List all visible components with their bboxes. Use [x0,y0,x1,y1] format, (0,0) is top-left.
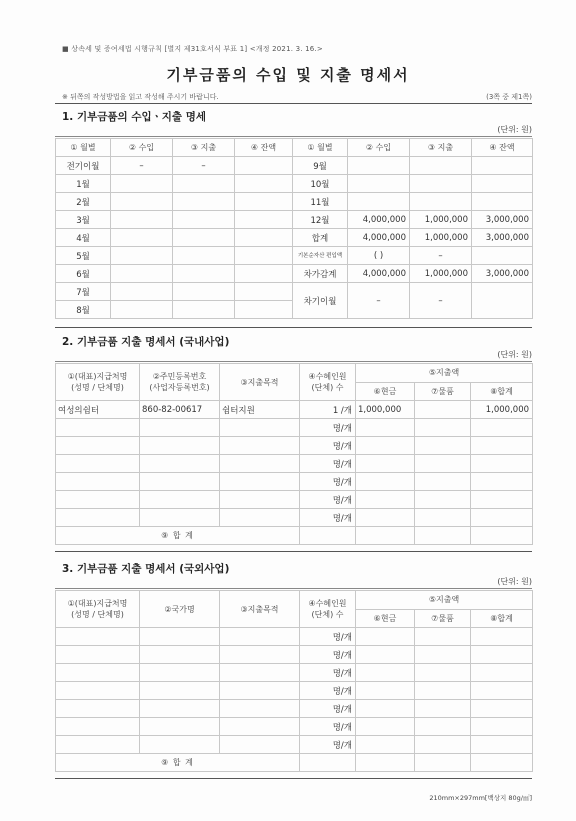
payee-cell [56,718,140,736]
total-cash [356,527,415,545]
header-payee-line1: ①(대표)지급처명 [67,372,128,381]
header-regno-line2: (사업자등록번호) [149,383,210,392]
section-divider [55,327,532,328]
header-beneficiaries-line1: ④수혜인원 [308,599,347,608]
income-cell [111,283,173,301]
payee-cell [56,736,140,754]
header-expense: ③ 지출 [410,139,472,157]
cash-cell [356,700,415,718]
beneficiaries-cell: 명/개 [300,628,356,646]
header-beneficiaries-line2: (단체) 수 [311,610,344,619]
expense-cell [173,265,235,283]
regno-cell [140,419,220,437]
income-cell [111,229,173,247]
expense-cell [173,211,235,229]
purpose-cell [220,509,300,527]
cash-cell [356,628,415,646]
balance-cell: 3,000,000 [472,265,533,283]
balance-cell: 3,000,000 [472,229,533,247]
income-cell [111,175,173,193]
header-beneficiaries-line1: ④수혜인원 [308,372,347,381]
document-title: 기부금품의 수입 및 지출 명세서 [166,66,410,84]
monthly-row [56,265,533,283]
month-cell: 차기이월 [293,283,348,319]
month-cell: 차가감계 [293,265,348,283]
balance-cell [235,211,293,229]
expense-cell: – [410,283,472,319]
header-expense-amount: ⑤지출액 [356,591,533,610]
overseas-row [56,664,533,682]
section1-title: 1. 기부금품의 수입ㆍ지출 명세 [62,111,206,123]
country-cell [140,718,220,736]
expense-cell [410,175,472,193]
header-beneficiaries [300,591,356,628]
regno-cell [140,455,220,473]
month-cell: 10월 [293,175,348,193]
payee-cell [56,700,140,718]
purpose-cell [220,736,300,754]
purpose-cell [220,664,300,682]
domestic-header-row [56,364,533,383]
expense-cell [173,175,235,193]
purpose-cell [220,718,300,736]
header-goods: ⑦물품 [415,609,471,628]
domestic-expense-table [55,363,533,545]
country-cell [140,628,220,646]
regno-cell: 860-82-00617 [140,401,220,419]
header-cash: ⑥현금 [356,609,415,628]
header-regno [140,364,220,401]
instruction-note: ※ 뒤쪽의 작성방법을 읽고 작성해 주시기 바랍니다. [62,93,219,101]
goods-cell [415,736,471,754]
beneficiaries-cell: 명/개 [300,736,356,754]
header-payee-line2: (성명 / 단체명) [71,610,124,619]
section2-unit: (단위: 원) [497,350,532,359]
cash-cell [356,455,415,473]
beneficiaries-cell: 명/개 [300,437,356,455]
header-country: ②국가명 [140,591,220,628]
paper-spec: 210mm×297mm[백상지 80g/㎡] [429,794,532,802]
monthly-header-row [56,139,533,157]
expense-cell: – [173,157,235,175]
cash-cell [356,473,415,491]
monthly-row [56,283,533,301]
goods-cell [415,455,471,473]
goods-cell [415,401,471,419]
total-cell [471,419,533,437]
domestic-row [56,509,533,527]
goods-cell [415,682,471,700]
domestic-row [56,473,533,491]
total-cell [471,682,533,700]
month-cell: 1월 [56,175,111,193]
beneficiaries-cell: 명/개 [300,509,356,527]
cash-cell [356,646,415,664]
cash-cell [356,437,415,455]
total-cell [471,473,533,491]
domestic-total-row [56,527,533,545]
cash-cell [356,682,415,700]
payee-cell [56,628,140,646]
purpose-cell [220,646,300,664]
total-label: ⑨ 합 계 [56,754,300,772]
payee-cell [56,455,140,473]
goods-cell [415,491,471,509]
month-cell: 기본순자산 편입액 [293,247,348,265]
total-sum [471,754,533,772]
domestic-row [56,401,533,419]
total-cell [471,718,533,736]
month-cell: 합계 [293,229,348,247]
section2-title: 2. 기부금품 지출 명세서 (국내사업) [62,336,230,348]
header-beneficiaries [300,364,356,401]
header-month: ① 월별 [56,139,111,157]
total-cell [471,664,533,682]
header-income: ② 수입 [111,139,173,157]
header-total: ⑧합계 [471,382,533,401]
payee-cell [56,419,140,437]
header-payee-line2: (성명 / 단체명) [71,383,124,392]
purpose-cell [220,628,300,646]
month-cell: 11월 [293,193,348,211]
month-cell: 9월 [293,157,348,175]
section1-unit: (단위: 원) [497,125,532,134]
cash-cell [356,718,415,736]
overseas-header-row [56,591,533,610]
header-beneficiaries-line2: (단체) 수 [311,383,344,392]
total-goods [415,754,471,772]
header-cash: ⑥현금 [356,382,415,401]
income-cell [348,175,410,193]
monthly-row [56,157,533,175]
month-cell: 6월 [56,265,111,283]
expense-cell: 1,000,000 [410,265,472,283]
expense-cell [173,229,235,247]
expense-cell [410,193,472,211]
payee-cell [56,509,140,527]
section3-title: 3. 기부금품 지출 명세서 (국외사업) [62,563,230,575]
month-cell: 4월 [56,229,111,247]
cash-cell [356,664,415,682]
beneficiaries-cell: 명/개 [300,491,356,509]
total-goods [415,527,471,545]
balance-cell: 3,000,000 [472,211,533,229]
header-rule [55,103,532,104]
beneficiaries-cell: 1 /개 [300,401,356,419]
total-cell [471,509,533,527]
balance-cell [472,175,533,193]
country-cell [140,664,220,682]
header-purpose: ③지출목적 [220,591,300,628]
total-beneficiaries [300,527,356,545]
income-cell: 4,000,000 [348,211,410,229]
total-cell [471,455,533,473]
total-cell [471,700,533,718]
header-income: ② 수입 [348,139,410,157]
income-cell [111,247,173,265]
overseas-expense-table [55,590,533,772]
purpose-cell [220,491,300,509]
beneficiaries-cell: 명/개 [300,700,356,718]
goods-cell [415,473,471,491]
beneficiaries-cell: 명/개 [300,455,356,473]
income-cell [348,157,410,175]
header-regno-line1: ②주민등록번호 [152,372,207,381]
balance-cell [235,283,293,301]
header-balance: ④ 잔액 [472,139,533,157]
domestic-row [56,455,533,473]
month-cell: 5월 [56,247,111,265]
income-cell: 4,000,000 [348,265,410,283]
income-cell [348,193,410,211]
header-goods: ⑦물품 [415,382,471,401]
section3-unit: (단위: 원) [497,577,532,586]
purpose-cell [220,700,300,718]
purpose-cell: 쉼터지원 [220,401,300,419]
expense-cell: – [410,247,472,265]
income-cell [111,265,173,283]
country-cell [140,646,220,664]
balance-cell [472,247,533,265]
month-cell: 7월 [56,283,111,301]
balance-cell [235,301,293,319]
domestic-row [56,437,533,455]
goods-cell [415,437,471,455]
goods-cell [415,718,471,736]
goods-cell [415,509,471,527]
overseas-row [56,628,533,646]
section2-rule [55,361,532,362]
balance-cell [235,229,293,247]
purpose-cell [220,437,300,455]
purpose-cell [220,473,300,491]
header-expense: ③ 지출 [173,139,235,157]
month-cell: 2월 [56,193,111,211]
total-label: ⑨ 합 계 [56,527,300,545]
goods-cell [415,646,471,664]
cash-cell [356,736,415,754]
header-month: ① 월별 [293,139,348,157]
total-cell: 1,000,000 [471,401,533,419]
expense-cell [173,301,235,319]
balance-cell [235,175,293,193]
regno-cell [140,473,220,491]
beneficiaries-cell: 명/개 [300,419,356,437]
domestic-row [56,491,533,509]
domestic-row [56,419,533,437]
cash-cell [356,419,415,437]
purpose-cell [220,682,300,700]
expense-cell: 1,000,000 [410,229,472,247]
monthly-row [56,247,533,265]
beneficiaries-cell: 명/개 [300,718,356,736]
total-cell [471,628,533,646]
expense-cell [410,157,472,175]
purpose-cell [220,419,300,437]
month-cell: 전기이월 [56,157,111,175]
form-reference: ■ 상속세 및 증여세법 시행규칙 [별지 제31호서식 부표 1] <개정 2021. 3. 16.> [62,45,323,53]
regno-cell [140,509,220,527]
payee-cell [56,682,140,700]
header-payee [56,364,140,401]
beneficiaries-cell: 명/개 [300,664,356,682]
goods-cell [415,664,471,682]
payee-cell [56,646,140,664]
overseas-row [56,682,533,700]
country-cell [140,700,220,718]
monthly-row [56,211,533,229]
balance-cell [472,157,533,175]
overseas-row [56,718,533,736]
total-cell [471,646,533,664]
month-cell: 12월 [293,211,348,229]
payee-cell [56,437,140,455]
month-cell: 8월 [56,301,111,319]
income-cell [111,211,173,229]
income-cell: 4,000,000 [348,229,410,247]
regno-cell [140,437,220,455]
header-balance: ④ 잔액 [235,139,293,157]
income-cell [111,301,173,319]
balance-cell [235,247,293,265]
beneficiaries-cell: 명/개 [300,473,356,491]
header-payee-line1: ①(대표)지급처명 [67,599,128,608]
footer-rule [55,778,532,779]
income-cell: ( ) [348,247,410,265]
goods-cell [415,628,471,646]
section3-rule [55,588,532,589]
overseas-row [56,646,533,664]
total-cash [356,754,415,772]
expense-cell [173,193,235,211]
cash-cell [356,491,415,509]
header-payee [56,591,140,628]
cash-cell: 1,000,000 [356,401,415,419]
goods-cell [415,700,471,718]
purpose-cell [220,455,300,473]
payee-cell [56,491,140,509]
balance-cell [472,283,533,319]
payee-cell: 여성의쉼터 [56,401,140,419]
goods-cell [415,419,471,437]
monthly-summary-table [55,138,533,319]
regno-cell [140,491,220,509]
expense-cell [173,283,235,301]
overseas-total-row [56,754,533,772]
overseas-row [56,736,533,754]
payee-cell [56,664,140,682]
balance-cell [235,265,293,283]
monthly-row [56,229,533,247]
month-cell: 3월 [56,211,111,229]
balance-cell [472,193,533,211]
expense-cell: 1,000,000 [410,211,472,229]
cash-cell [356,509,415,527]
total-cell [471,491,533,509]
page-indicator: (3쪽 중 제1쪽) [486,93,532,101]
overseas-row [56,700,533,718]
section1-rule [55,136,532,137]
country-cell [140,682,220,700]
payee-cell [56,473,140,491]
balance-cell [235,157,293,175]
income-cell: – [348,283,410,319]
balance-cell [235,193,293,211]
monthly-row [56,193,533,211]
income-cell [111,193,173,211]
beneficiaries-cell: 명/개 [300,646,356,664]
header-purpose: ③지출목적 [220,364,300,401]
income-cell: – [111,157,173,175]
beneficiaries-cell: 명/개 [300,682,356,700]
expense-cell [173,247,235,265]
country-cell [140,736,220,754]
monthly-row [56,175,533,193]
total-cell [471,437,533,455]
header-total: ⑧합계 [471,609,533,628]
total-sum [471,527,533,545]
total-beneficiaries [300,754,356,772]
header-expense-amount: ⑤지출액 [356,364,533,383]
section-divider [55,551,532,552]
total-cell [471,736,533,754]
